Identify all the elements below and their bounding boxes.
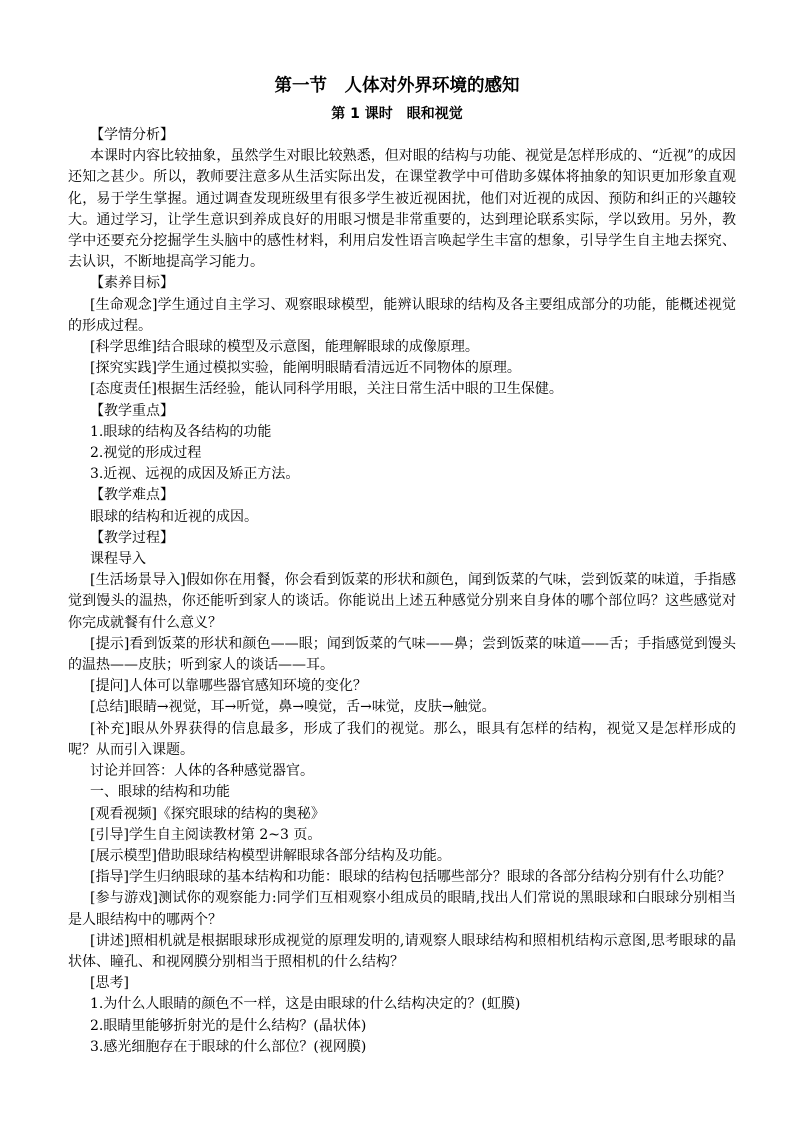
- paragraph: 2.眼睛里能够折射光的是什么结构？(晶状体): [90, 1017, 367, 1034]
- paragraph: [总结]眼睛→视觉，耳→听觉，鼻→嗅觉，舌→味觉，皮肤→触觉。: [90, 699, 496, 716]
- paragraph: 3.近视、远视的成因及矫正方法。: [90, 466, 300, 483]
- paragraph: 2.视觉的形成过程: [90, 445, 202, 462]
- section-heading: 【学情分析】: [90, 127, 174, 143]
- paragraph: [展示模型]借助眼球结构模型讲解眼球各部分结构及功能。: [90, 847, 451, 864]
- section-heading: 【教学难点】: [90, 487, 174, 504]
- paragraph: [提示]看到饭菜的形状和颜色——眼；闻到饭菜的气味——鼻；尝到饭菜的味道——舌；手指感觉到馒头的温热——皮肤；听到家人的谈话——耳。: [68, 635, 736, 674]
- section-heading: 【教学过程】: [90, 529, 174, 546]
- paragraph: [观看视频]《探究眼球的结构的奥秘》: [90, 805, 325, 822]
- paragraph: 讨论并回答：人体的各种感觉器官。: [90, 763, 314, 780]
- paragraph: [提问]人体可以靠哪些器官感知环境的变化？: [90, 678, 367, 695]
- paragraph: [生命观念]学生通过自主学习、观察眼球模型，能辨认眼球的结构及各主要组成部分的功能，能概述视觉的形成过程。: [68, 296, 736, 334]
- paragraph: 眼球的结构和近视的成因。: [90, 508, 258, 525]
- paragraph: [讲述]照相机就是根据眼球形成视觉的原理发明的,请观察人眼球结构和照相机结构示意图,思考眼球的晶状体、瞳孔、和视网膜分别相当于照相机的什么结构？: [68, 932, 736, 970]
- paragraph: 课程导入: [90, 551, 146, 568]
- paragraph: [思考]: [90, 975, 129, 992]
- paragraph: 一、眼球的结构和功能: [90, 784, 230, 801]
- paragraph: 1.为什么人眼睛的颜色不一样，这是由眼球的什么结构决定的？(虹膜): [90, 996, 521, 1013]
- section-heading: 【教学重点】: [90, 402, 174, 419]
- paragraph: 3.感光细胞存在于眼球的什么部位？(视网膜): [90, 1038, 367, 1055]
- paragraph: [科学思维]结合眼球的模型及示意图，能理解眼球的成像原理。: [90, 339, 479, 356]
- paragraph: [探究实践]学生通过模拟实验，能阐明眼睛看清远近不同物体的原理。: [90, 360, 521, 377]
- paragraph: [补充]眼从外界获得的信息最多，形成了我们的视觉。那么，眼具有怎样的结构，视觉又是怎样形成的呢？从而引入课题。: [68, 720, 736, 758]
- section-heading: 【素养目标】: [90, 275, 174, 292]
- lesson-subtitle: 第 1 课时 眼和视觉: [331, 106, 463, 122]
- paragraph: 1.眼球的结构及各结构的功能: [90, 423, 272, 440]
- paragraph: [生活场景导入]假如你在用餐，你会看到饭菜的形状和颜色，闻到饭菜的气味，尝到饭菜的味道，手指感觉到馒头的温热，你还能听到家人的谈话。你能说出上述五种感觉分别来自身体的哪个部位吗？这些感觉对你完成就餐有什么意义？: [68, 572, 736, 631]
- document-body: [68, 125, 736, 1058]
- paragraph: 本课时内容比较抽象，虽然学生对眼比较熟悉，但对眼的结构与功能、视觉是怎样形成的、“近视”的成因还知之甚少。所以，教师要注意多从生活实际出发，在课堂教学中可借助多媒体将抽象的知识更加形象直观化，易于学生掌握。通过调查发现班级里有很多学生被近视困扰，他们对近视的成因、预防和纠正的兴趣较大。通过学习，让学生意识到养成良好的用眼习惯是非常重要的，达到理论联系实际，学以致用。另外，教学中还要充分挖掘学生头脑中的感性材料，利用启发性语言唤起学生丰富的想象，引导学生自主地去探究、去认识，不断地提高学习能力。: [68, 148, 736, 271]
- paragraph: [态度责任]根据生活经验，能认同科学用眼，关注日常生活中眼的卫生保健。: [90, 381, 563, 398]
- section-title: 第一节 人体对外界环境的感知: [274, 76, 520, 96]
- paragraph: [参与游戏]测试你的观察能力:同学们互相观察小组成员的眼睛,找出人们常说的黑眼球和白眼球分别相当是人眼结构中的哪两个？: [68, 890, 736, 928]
- paragraph: [指导]学生归纳眼球的基本结构和功能：眼球的结构包括哪些部分？眼球的各部分结构分别有什么功能？: [90, 869, 731, 886]
- paragraph: [引导]学生自主阅读教材第 2~3 页。: [90, 826, 322, 843]
